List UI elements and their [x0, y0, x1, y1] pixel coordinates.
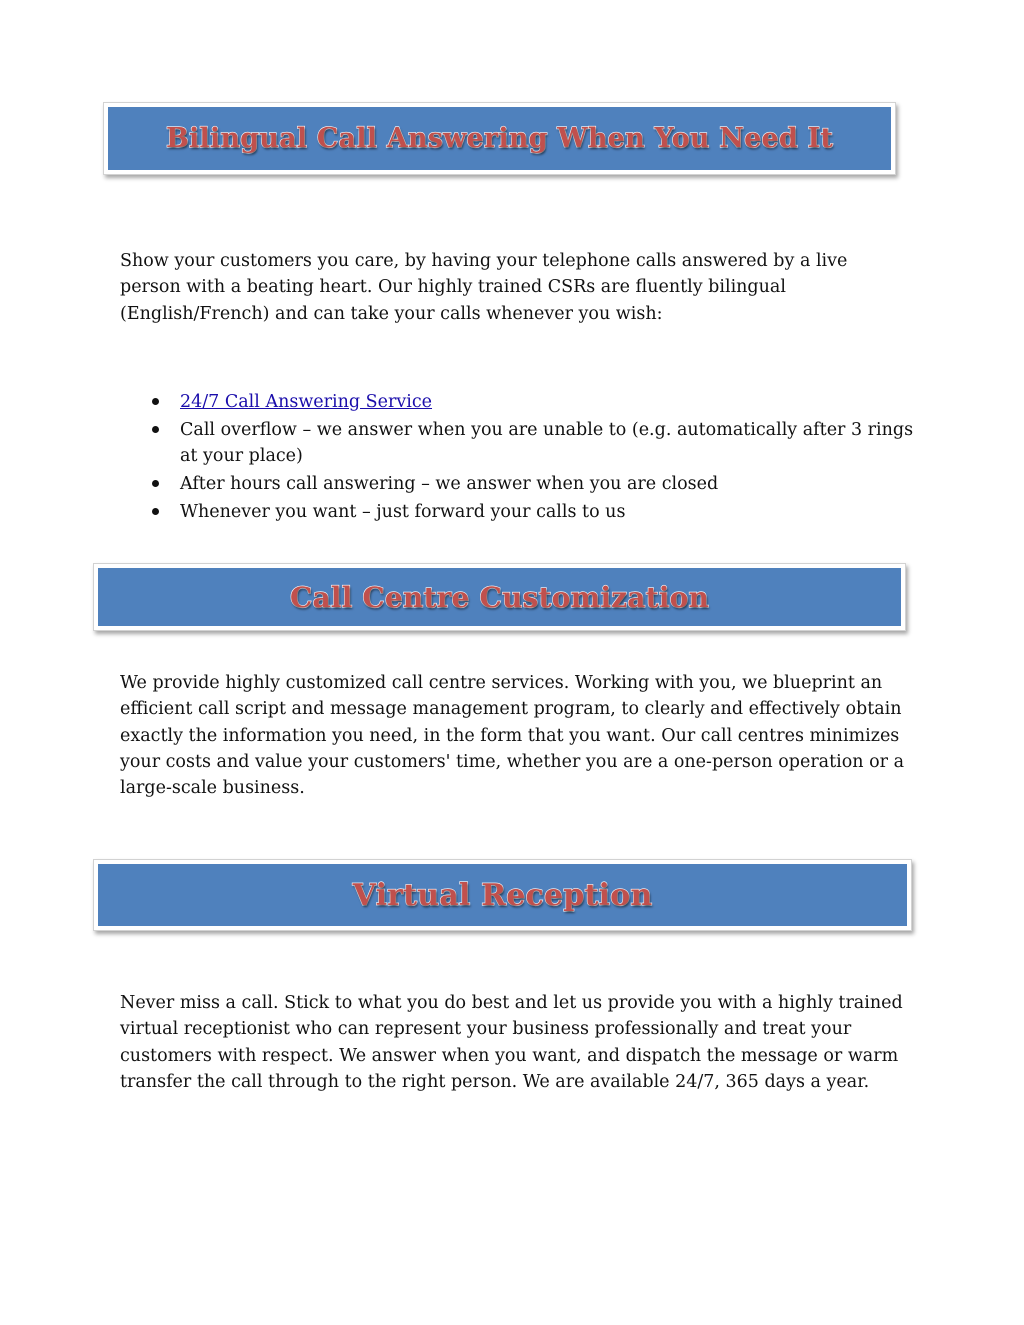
customization-paragraph: We provide highly customized call centre services. Working with you, we blueprint an efficient call script and message management program, to clearly and effectively obtain exactly the information you need, in the form that you want. Our call centres minimizes your costs and value your customers' time, whether you are a one-person operation or a large-scale business. [120, 673, 905, 799]
services-list [148, 389, 918, 526]
list-item-text: After hours call answering – we answer when you are closed [180, 473, 719, 494]
banner-fill [98, 568, 901, 626]
banner-fill [108, 107, 891, 170]
section-title: Virtual Reception [352, 877, 653, 913]
bullet-icon [152, 508, 159, 515]
list-item-text: Call overflow – we answer when you are unable to (e.g. automatically after 3 rings at your place) [180, 419, 914, 467]
bullet-icon [152, 398, 159, 405]
section-banner-bilingual [103, 102, 896, 175]
section-banner-virtual-reception [93, 859, 912, 931]
section-title: Call Centre Customization [289, 580, 710, 614]
list-item [148, 389, 918, 415]
section-title: Bilingual Call Answering When You Need It [165, 123, 834, 154]
intro-paragraph: Show your customers you care, by having your telephone calls answered by a live person with a beating heart. Our highly trained CSRs are fluently bilingual (English/French) and can take your calls whenever you wish: [120, 251, 848, 324]
bullet-icon [152, 426, 159, 433]
virtual-reception-paragraph: Never miss a call. Stick to what you do best and let us provide you with a highly trained virtual receptionist who can represent your business professionally and treat your customers with respect. We answer when you want, and dispatch the message or warm transfer the call through to the right person. We are available 24/7, 365 days a year. [120, 993, 903, 1092]
list-item [148, 417, 918, 470]
section-banner-customization [93, 563, 906, 631]
bullet-icon [152, 480, 159, 487]
call-answering-service-link[interactable]: 24/7 Call Answering Service [180, 392, 433, 412]
list-item [148, 499, 918, 525]
banner-fill [98, 864, 907, 926]
list-item [148, 471, 918, 497]
list-item-text: Whenever you want – just forward your calls to us [180, 501, 626, 522]
